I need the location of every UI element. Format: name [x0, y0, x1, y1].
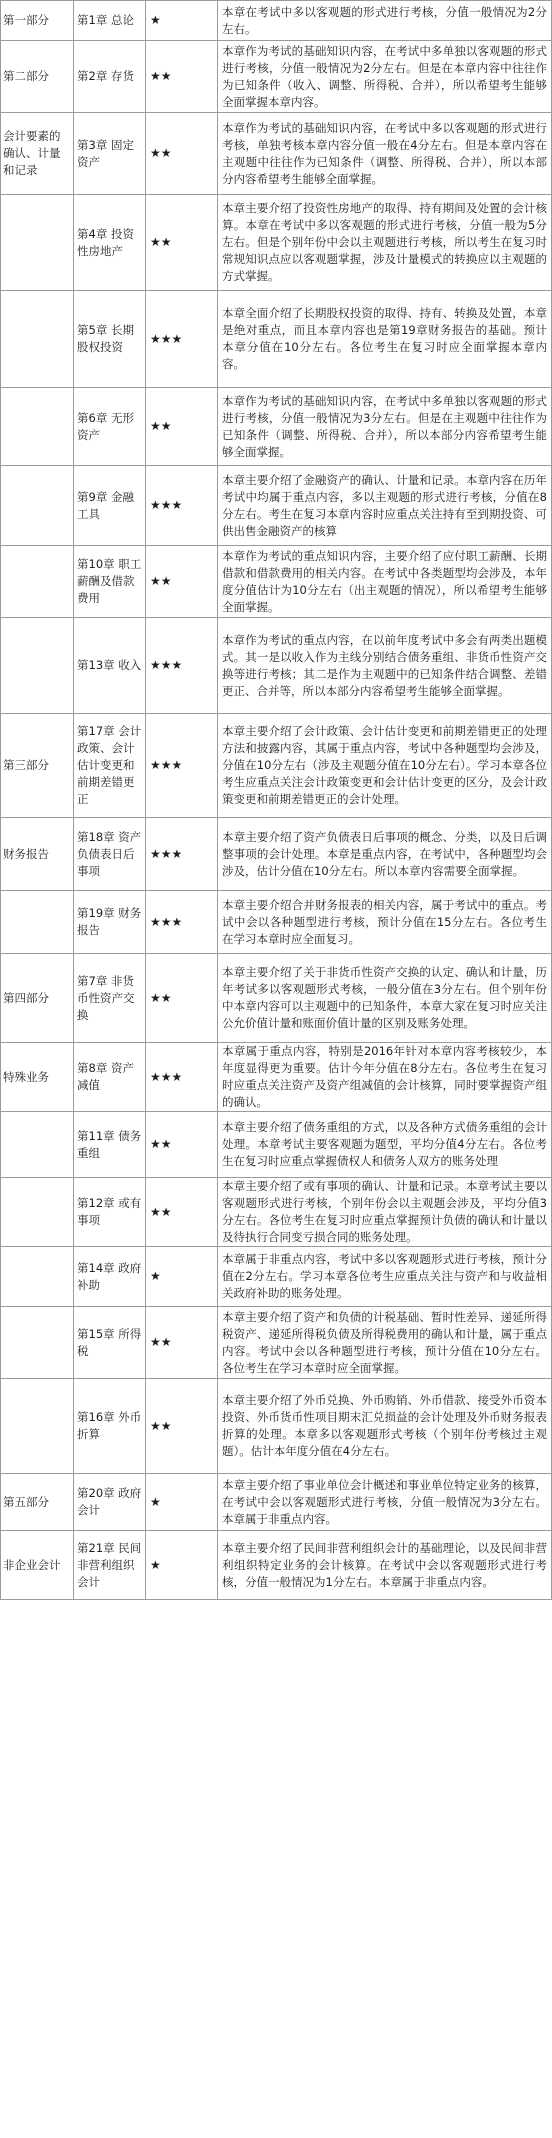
part-name: 特殊业务 [1, 1043, 74, 1112]
table-row [1, 291, 552, 388]
importance-stars: ★ [146, 1531, 218, 1600]
part-name [1, 291, 74, 388]
chapter-name: 第15章 所得税 [74, 1307, 146, 1379]
importance-stars: ★ [146, 1474, 218, 1531]
chapter-description: 本章主要介绍了外币兑换、外币购销、外币借款、接受外币资本投资、外币货币性项目期末汇兑损益的会计处理及外币财务报表折算的处理。本章多以客观题形式考核（个别年份考核过主观题）。估计本年度分值在4分左右。 [218, 1379, 552, 1474]
part-name [1, 1178, 74, 1247]
chapter-description: 本章主要介绍了事业单位会计概述和事业单位特定业务的核算，在考试中会以客观题形式进行考核，分值一般情况为3分左右。本章属于非重点内容。 [218, 1474, 552, 1531]
importance-stars: ★★★ [146, 291, 218, 388]
part-name [1, 195, 74, 291]
part-name: 第一部分 [1, 1, 74, 41]
chapter-name: 第2章 存货 [74, 41, 146, 113]
importance-stars: ★★ [146, 954, 218, 1043]
part-name [1, 466, 74, 546]
table-row [1, 818, 552, 891]
part-name [1, 1307, 74, 1379]
part-name: 第三部分 [1, 714, 74, 818]
chapter-name: 第18章 资产负债表日后事项 [74, 818, 146, 891]
part-name [1, 618, 74, 714]
chapter-description: 本章作为考试的基础知识内容，在考试中多单独以客观题的形式进行考核，分值一般情况为3分左右。但是在主观题中往往作为已知条件（调整、所得税、合并），所以本部分内容希望考生能够全面掌握。 [218, 388, 552, 466]
part-name [1, 1112, 74, 1178]
chapter-description: 本章主要介绍了资产和负债的计税基础、暂时性差异、递延所得税资产、递延所得税负债及所得税费用的确认和计量，属于重点内容。考试中会以各种题型进行考核，预计分值在10分左右。各位考生在学习本章时应全面掌握。 [218, 1307, 552, 1379]
table-row [1, 113, 552, 195]
chapter-description: 本章主要介绍了关于非货币性资产交换的认定、确认和计量，历年考试多以客观题形式考核，一般分值在3分左右。但个别年份中本章内容可以主观题中的已知条件，本章大家在复习时应关注公允价值计量和账面价值计量的区别及账务处理。 [218, 954, 552, 1043]
chapter-description: 本章主要介绍了会计政策、会计估计变更和前期差错更正的处理方法和披露内容，其属于重点内容，考试中各种题型均会涉及，分值在10分左右（涉及主观题分值在10分左右）。学习本章各位考生应重点关注会计政策变更和会计估计变更的区分，及会计政策变更和前期差错更正的会计处理。 [218, 714, 552, 818]
importance-stars: ★★★ [146, 891, 218, 954]
chapter-description: 本章全面介绍了长期股权投资的取得、持有、转换及处置，本章是绝对重点，而且本章内容也是第19章财务报告的基础。预计本章分值在10分左右。各位考生在复习时应全面掌握本章内容。 [218, 291, 552, 388]
part-name [1, 388, 74, 466]
importance-stars: ★★★ [146, 714, 218, 818]
table-row [1, 1307, 552, 1379]
table-row [1, 891, 552, 954]
chapter-description: 本章属于重点内容，特别是2016年针对本章内容考核较少，本年度显得更为重要。估计今年分值在8分左右。各位考生在复习时应重点关注资产及资产组减值的会计核算，同时要掌握资产组的确认。 [218, 1043, 552, 1112]
chapter-description: 本章作为考试的基础知识内容，在考试中多单独以客观题的形式进行考核，分值一般情况为2分左右。但是在本章内容中往往作为已知条件（收入、调整、所得税、合并），所以希望考生能够全面掌握本章内容。 [218, 41, 552, 113]
importance-stars: ★★★ [146, 466, 218, 546]
table-row [1, 388, 552, 466]
importance-stars: ★★★ [146, 618, 218, 714]
importance-stars: ★★ [146, 1112, 218, 1178]
table-row [1, 195, 552, 291]
table-row [1, 1, 552, 41]
chapter-name: 第11章 债务重组 [74, 1112, 146, 1178]
chapter-name: 第7章 非货币性资产交换 [74, 954, 146, 1043]
importance-stars: ★★ [146, 195, 218, 291]
part-name [1, 891, 74, 954]
part-name: 财务报告 [1, 818, 74, 891]
table-row [1, 1474, 552, 1531]
chapter-name: 第10章 职工薪酬及借款费用 [74, 546, 146, 618]
chapter-description: 本章主要介绍了民间非营利组织会计的基础理论，以及民间非营利组织特定业务的会计核算。在考试中会以客观题形式进行考核，分值一般情况为1分左右。本章属于非重点内容。 [218, 1531, 552, 1600]
chapter-name: 第8章 资产减值 [74, 1043, 146, 1112]
chapter-description: 本章主要介绍了金融资产的确认、计量和记录。本章内容在历年考试中均属于重点内容，多以主观题的形式进行考核，分值在8分左右。考生在复习本章内容时应重点关注持有至到期投资、可供出售金融资产的核算 [218, 466, 552, 546]
chapter-name: 第20章 政府会计 [74, 1474, 146, 1531]
table-row [1, 1531, 552, 1600]
chapter-description: 本章作为考试的基础知识内容，在考试中多以客观题的形式进行考核，单独考核本章内容分值一般在4分左右。但是本章内容在主观题中往往作为已知条件（调整、所得税、合并），所以本部分内容希望考生能够全面掌握。 [218, 113, 552, 195]
chapter-description: 本章主要介绍了资产负债表日后事项的概念、分类，以及日后调整事项的会计处理。本章是重点内容，在考试中，各种题型均会涉及，估计分值在10分左右。所以本章内容需要全面掌握。 [218, 818, 552, 891]
part-name [1, 546, 74, 618]
chapter-name: 第13章 收入 [74, 618, 146, 714]
table-row [1, 1178, 552, 1247]
part-name: 第五部分 [1, 1474, 74, 1531]
table-row [1, 1379, 552, 1474]
chapter-name: 第1章 总论 [74, 1, 146, 41]
table-row [1, 466, 552, 546]
importance-stars: ★ [146, 1, 218, 41]
importance-stars: ★★ [146, 1178, 218, 1247]
importance-stars: ★★ [146, 1379, 218, 1474]
chapter-name: 第4章 投资性房地产 [74, 195, 146, 291]
table-row [1, 714, 552, 818]
part-name [1, 1247, 74, 1307]
chapter-description: 本章作为考试的重点知识内容，主要介绍了应付职工薪酬、长期借款和借款费用的相关内容。在考试中各类题型均会涉及，本年度分值估计为10分左右（出主观题的情况），所以希望考生能够全面掌握。 [218, 546, 552, 618]
part-name: 会计要素的确认、计量和记录 [1, 113, 74, 195]
chapter-name: 第3章 固定资产 [74, 113, 146, 195]
table-row [1, 1043, 552, 1112]
chapter-description: 本章主要介绍了投资性房地产的取得、持有期间及处置的会计核算。本章在考试中多以客观题的形式进行考核，分值一般为5分左右。但是个别年份中会以主观题进行考核，所以考生在复习时常规知识点应以客观题掌握，涉及计量模式的转换应以主观题的方式掌握。 [218, 195, 552, 291]
chapter-description: 本章属于非重点内容，考试中多以客观题形式进行考核，预计分值在2分左右。学习本章各位考生应重点关注与资产和与收益相关政府补助的账务处理。 [218, 1247, 552, 1307]
chapter-description: 本章主要介绍了债务重组的方式，以及各种方式债务重组的会计处理。本章考试主要客观题为题型，平均分值4分左右。各位考生在复习时应重点掌握债权人和债务人双方的账务处理 [218, 1112, 552, 1178]
importance-stars: ★★★ [146, 1043, 218, 1112]
chapter-description: 本章主要介绍合并财务报表的相关内容，属于考试中的重点。考试中会以各种题型进行考核，预计分值在15分左右。各位考生在学习本章时应全面复习。 [218, 891, 552, 954]
part-name: 第四部分 [1, 954, 74, 1043]
importance-stars: ★ [146, 1247, 218, 1307]
table-row [1, 954, 552, 1043]
chapter-name: 第17章 会计政策、会计估计变更和前期差错更正 [74, 714, 146, 818]
chapter-description: 本章主要介绍了或有事项的确认、计量和记录。本章考试主要以客观题形式进行考核，个别年份会以主观题会涉及，平均分值3分左右。各位考生在复习时应重点掌握预计负债的确认和计量以及待执行合同变亏损合同的账务处理。 [218, 1178, 552, 1247]
table-row [1, 1247, 552, 1307]
table-row [1, 546, 552, 618]
chapter-name: 第5章 长期股权投资 [74, 291, 146, 388]
importance-stars: ★★ [146, 388, 218, 466]
chapter-description: 本章作为考试的重点内容，在以前年度考试中多会有两类出题模式。其一是以收入作为主线分别结合债务重组、非货币性资产交换等进行考核；其二是作为主观题中的已知条件结合调整、差错更正、合并等，所以本部分内容希望考生能够全面掌握。 [218, 618, 552, 714]
chapter-name: 第19章 财务报告 [74, 891, 146, 954]
chapter-name: 第6章 无形资产 [74, 388, 146, 466]
part-name: 非企业会计 [1, 1531, 74, 1600]
importance-stars: ★★ [146, 546, 218, 618]
chapter-name: 第14章 政府补助 [74, 1247, 146, 1307]
chapter-name: 第9章 金融工具 [74, 466, 146, 546]
importance-stars: ★★ [146, 113, 218, 195]
chapter-name: 第12章 或有事项 [74, 1178, 146, 1247]
table-row [1, 618, 552, 714]
chapter-description: 本章在考试中多以客观题的形式进行考核，分值一般情况为2分左右。 [218, 1, 552, 41]
table-row [1, 41, 552, 113]
chapter-name: 第21章 民间非营利组织会计 [74, 1531, 146, 1600]
table-row [1, 1112, 552, 1178]
importance-stars: ★★ [146, 1307, 218, 1379]
part-name: 第二部分 [1, 41, 74, 113]
importance-stars: ★★★ [146, 818, 218, 891]
importance-stars: ★★ [146, 41, 218, 113]
part-name [1, 1379, 74, 1474]
chapter-name: 第16章 外币折算 [74, 1379, 146, 1474]
